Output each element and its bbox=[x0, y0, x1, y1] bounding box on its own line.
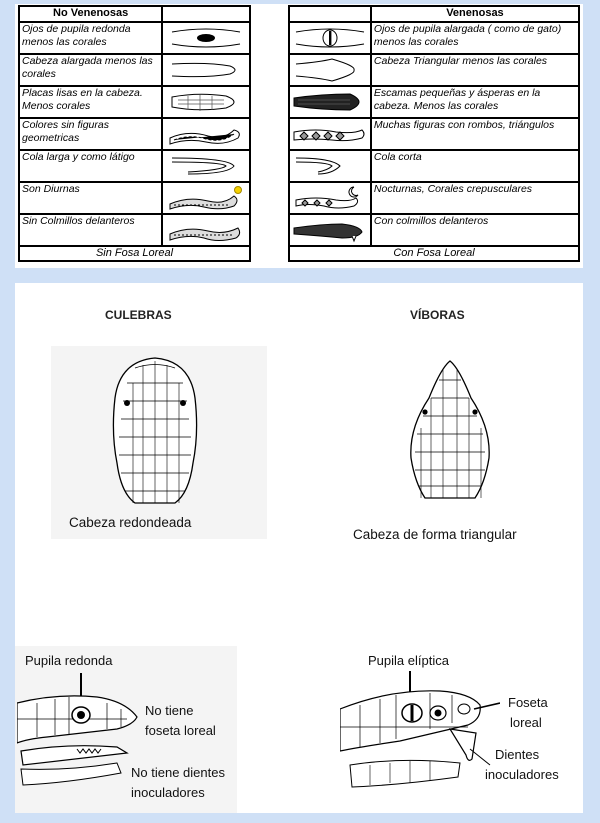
triangular-head-icon bbox=[289, 54, 371, 86]
row-fangs: Con colmillos delanteros bbox=[371, 214, 579, 246]
culebras-title: CULEBRAS bbox=[105, 308, 172, 322]
pit-label-1: Foseta bbox=[508, 695, 548, 710]
pit-label-2: loreal bbox=[510, 715, 542, 730]
vibora-head-caption: Cabeza de forma triangular bbox=[353, 527, 517, 542]
diamond-pattern-snake-icon bbox=[289, 118, 371, 150]
row-slit-pupil: Ojos de pupila alargada ( como de gato) menos las corales bbox=[371, 22, 579, 54]
row-short-tail: Cola corta bbox=[371, 150, 579, 182]
fanged-snake-icon bbox=[289, 214, 371, 246]
slit-pupil-eye-icon bbox=[289, 22, 371, 54]
round-pupil-eye-icon bbox=[162, 22, 250, 54]
plain-pattern-snake-icon bbox=[162, 118, 250, 150]
row-no-fangs: Sin Colmillos delanteros bbox=[19, 214, 162, 246]
no-fangs-snake-icon bbox=[162, 214, 250, 246]
row-triangular-head: Cabeza Triangular menos las corales bbox=[371, 54, 579, 86]
short-tail-icon bbox=[289, 150, 371, 182]
venomous-table bbox=[288, 5, 580, 262]
culebra-head-caption: Cabeza redondeada bbox=[69, 515, 192, 530]
rough-scales-head-icon bbox=[289, 86, 371, 118]
head-comparison-panel bbox=[15, 283, 583, 813]
round-pupil-label: Pupila redonda bbox=[25, 653, 113, 668]
elliptic-pupil-label: Pupila elíptica bbox=[368, 653, 449, 668]
row-diurnal: Son Diurnas bbox=[19, 182, 162, 214]
elongated-head-icon bbox=[162, 54, 250, 86]
smooth-plates-head-icon bbox=[162, 86, 250, 118]
nocturnal-snake-moon-icon bbox=[289, 182, 371, 214]
non-venomous-table bbox=[18, 5, 251, 262]
row-rough-scales: Escamas pequeñas y ásperas en la cabeza. Menos las corales bbox=[371, 86, 579, 118]
row-smooth-plates: Placas lisas en la cabeza. Menos corales bbox=[19, 86, 162, 118]
no-pit-label-2: foseta loreal bbox=[145, 723, 216, 738]
fangs-label-2: inoculadores bbox=[485, 767, 559, 782]
triangular-head-illustration bbox=[395, 358, 505, 508]
non-venomous-header: No Venenosas bbox=[19, 6, 162, 22]
no-fangs-label-1: No tiene dientes bbox=[131, 765, 225, 780]
row-plain-colors: Colores sin figuras geometricas bbox=[19, 118, 162, 150]
no-pit-label-1: No tiene bbox=[145, 703, 194, 718]
venomous-footer: Con Fosa Loreal bbox=[289, 246, 579, 261]
fangs-label-1: Dientes bbox=[495, 747, 540, 762]
non-venomous-header-blank bbox=[162, 6, 250, 22]
row-round-pupil: Ojos de pupila redonda menos las corales bbox=[19, 22, 162, 54]
no-fangs-label-2: inoculadores bbox=[131, 785, 205, 800]
row-diamond-pattern: Muchas figuras con rombos, triángulos bbox=[371, 118, 579, 150]
comparison-table-panel bbox=[15, 4, 583, 268]
row-nocturnal: Nocturnas, Corales crepusculares bbox=[371, 182, 579, 214]
venomous-header: Venenosas bbox=[371, 6, 579, 22]
non-venomous-footer: Sin Fosa Loreal bbox=[19, 246, 250, 261]
vibora-side-illustration bbox=[340, 669, 500, 799]
diurnal-snake-sun-icon bbox=[162, 182, 250, 214]
viboras-title: VÍBORAS bbox=[410, 308, 465, 322]
long-tail-icon bbox=[162, 150, 250, 182]
row-elongated-head: Cabeza alargada menos las corales bbox=[19, 54, 162, 86]
row-long-tail: Cola larga y como látigo bbox=[19, 150, 162, 182]
venomous-header-blank bbox=[289, 6, 371, 22]
rounded-head-illustration bbox=[95, 353, 215, 508]
